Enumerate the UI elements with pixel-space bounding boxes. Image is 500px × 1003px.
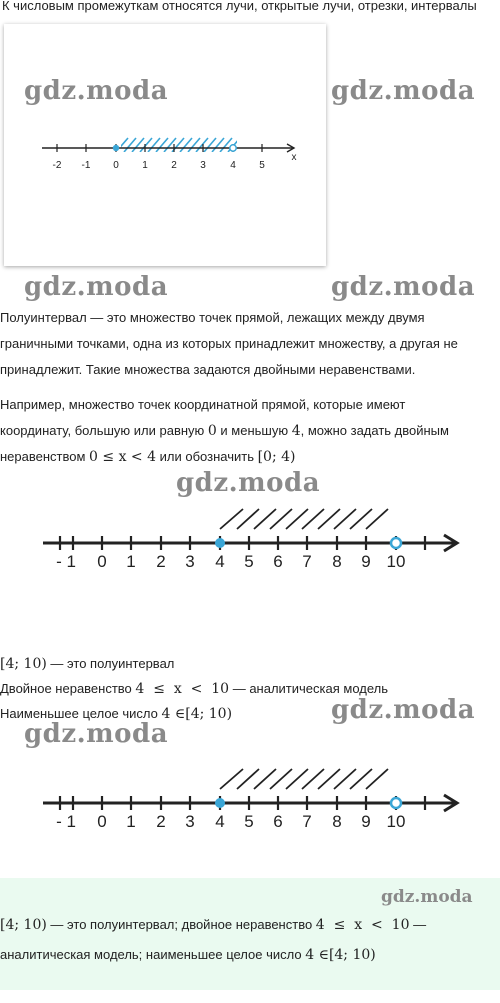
tick-label: 9 xyxy=(361,812,371,831)
answer-block xyxy=(0,878,500,990)
axis-label: x xyxy=(291,152,297,163)
tick-label: 2 xyxy=(156,812,166,831)
definition-line: граничными точками, одна из которых принадлежит множеству, а другая не xyxy=(0,336,458,351)
open-point xyxy=(391,798,401,808)
tick-label: 1 xyxy=(142,160,148,171)
tick-label: -2 xyxy=(52,160,62,171)
watermark: gdz.moda xyxy=(331,76,476,106)
open-point xyxy=(391,538,401,548)
interval-notation: [0; 4) xyxy=(257,449,296,465)
tick-label: 7 xyxy=(302,812,312,831)
tick-label: 7 xyxy=(302,552,312,571)
watermark: gdz.moda xyxy=(24,719,169,749)
example-line: Например, множество точек координатной прямой, которые имеют xyxy=(0,397,406,412)
intro-text: К числовым промежуткам относятся лучи, открытые лучи, отрезки, интервалы xyxy=(2,0,477,13)
tick-label: 0 xyxy=(113,160,119,171)
answer-line: [4; 10) — это полуинтервал; двойное неравенство 4 ≤ x < 10 — xyxy=(0,917,427,933)
answer-line: аналитическая модель; наименьшее целое число 4 ∈[4; 10) xyxy=(0,947,376,963)
tick-label: - 1 xyxy=(56,812,76,831)
number-line-figure-2 xyxy=(0,505,500,585)
tick-label: 5 xyxy=(259,160,265,171)
result-line: Наименьшее целое число 4 ∈[4; 10) xyxy=(0,706,233,722)
tick-label: 6 xyxy=(273,552,283,571)
tick-label: 5 xyxy=(244,552,254,571)
tick-label: 2 xyxy=(156,552,166,571)
watermark: gdz.moda xyxy=(331,272,476,302)
tick-label: 2 xyxy=(171,160,177,171)
tick-label: 3 xyxy=(185,812,195,831)
tick-label: 3 xyxy=(185,552,195,571)
watermark: gdz.moda xyxy=(331,695,476,725)
hatch-strokes xyxy=(220,509,388,529)
answer-watermark: gdz.moda xyxy=(381,887,473,907)
tick-label: 4 xyxy=(230,160,236,171)
watermark: gdz.moda xyxy=(24,76,169,106)
tick-label: 5 xyxy=(244,812,254,831)
tick-label: 8 xyxy=(332,552,342,571)
closed-point xyxy=(215,538,225,548)
tick-label: 0 xyxy=(97,812,107,831)
tick-label: 9 xyxy=(361,552,371,571)
tick-label: 8 xyxy=(332,812,342,831)
tick-label: -1 xyxy=(81,160,91,171)
closed-point xyxy=(215,798,225,808)
tick-label: 0 xyxy=(97,552,107,571)
tick-label: 1 xyxy=(126,552,136,571)
example-line: неравенством 0 ≤ x < 4 или обозначить [0; 4) xyxy=(0,449,296,465)
tick-label: 3 xyxy=(200,160,206,171)
inequality: 0 ≤ x < 4 xyxy=(89,449,157,465)
tick-label: - 1 xyxy=(56,552,76,571)
number-line-figure-1 xyxy=(4,24,326,266)
example-line: координату, большую или равную 0 и меньшую 4, можно задать двойным xyxy=(0,423,449,439)
tick-label: 1 xyxy=(126,812,136,831)
tick-label: 6 xyxy=(273,812,283,831)
definition-line: принадлежит. Такие множества задаются двойными неравенствами. xyxy=(0,362,416,377)
closed-point xyxy=(113,145,119,151)
watermark: gdz.moda xyxy=(176,468,321,498)
watermark: gdz.moda xyxy=(24,272,169,302)
definition-line: Полуинтервал — это множество точек прямой, лежащих между двумя xyxy=(0,310,425,325)
result-line: [4; 10) — это полуинтервал xyxy=(0,656,175,672)
tick-label: 10 xyxy=(386,812,406,831)
tick-label: 10 xyxy=(386,552,406,571)
hatch-strokes xyxy=(220,769,388,789)
tick-label: 4 xyxy=(215,812,225,831)
result-line: Двойное неравенство 4 ≤ x < 10 — аналитическая модель xyxy=(0,681,389,697)
open-point xyxy=(230,145,236,151)
figure-card xyxy=(4,24,326,266)
hatch-region xyxy=(116,138,240,152)
number-line-figure-3 xyxy=(0,765,500,845)
tick-label: 4 xyxy=(215,552,225,571)
